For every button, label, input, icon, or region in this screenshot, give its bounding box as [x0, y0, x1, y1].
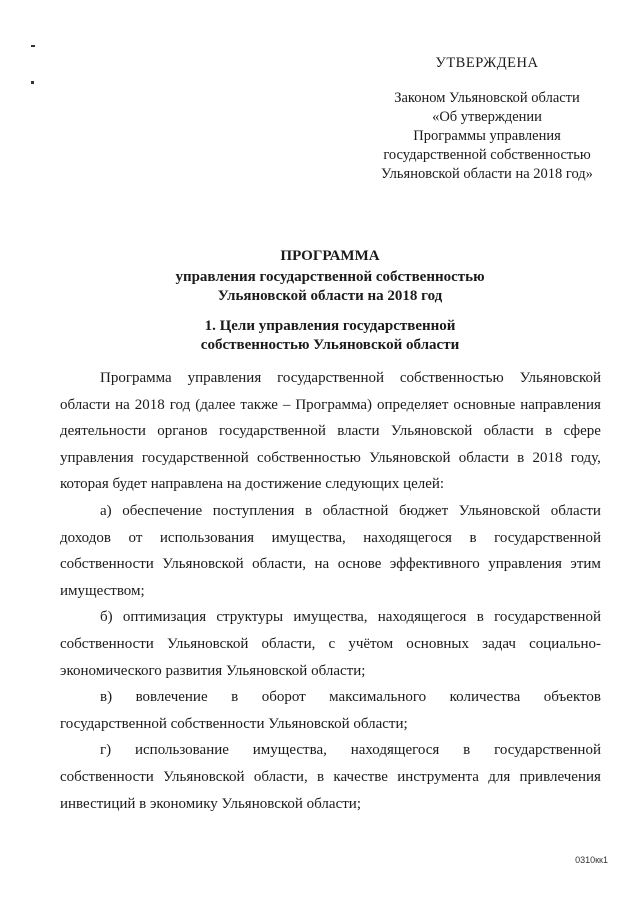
word: Ульяновской — [390, 423, 473, 440]
word: собственностью — [257, 449, 361, 466]
word: находящегося — [363, 529, 452, 546]
word: органов — [157, 423, 208, 440]
word: в — [469, 529, 477, 546]
intro-line — [60, 445, 601, 472]
word: Программа) — [295, 396, 373, 413]
word: Программа — [100, 370, 172, 386]
program-subtitle — [60, 268, 600, 306]
word: оптимизация — [122, 609, 207, 626]
word: находящегося — [377, 609, 467, 626]
section-title-line: собственностью Ульяновской области — [200, 337, 460, 353]
word: Ульяновской — [519, 370, 601, 386]
word: год — [169, 396, 191, 413]
word: а) — [100, 502, 112, 519]
word: поступления — [212, 502, 295, 519]
word: основных — [406, 635, 470, 652]
word: в — [476, 609, 484, 626]
word: управления — [488, 556, 562, 573]
word: области — [458, 449, 509, 466]
word: качестве — [333, 768, 388, 785]
word: Ульяновской — [166, 635, 249, 652]
word: управления — [187, 370, 262, 386]
word: государственной — [494, 742, 601, 759]
word: этим — [570, 556, 601, 573]
word: в — [517, 449, 525, 466]
scan-mark-top — [31, 45, 35, 47]
word: использования — [159, 529, 255, 546]
word: количества — [449, 689, 521, 706]
word: социально- — [529, 635, 601, 652]
goal-line — [60, 764, 601, 791]
word: 2018 — [134, 396, 165, 413]
goal-line — [60, 631, 601, 658]
goal-last-line: государственной собственности Ульяновской области; — [60, 715, 408, 732]
approval-line: Ульяновской области на 2018 год» — [381, 166, 593, 182]
word: сфере — [563, 423, 601, 440]
word: имущества, — [293, 609, 368, 626]
word: государственной — [277, 370, 385, 386]
word: б) — [100, 609, 113, 626]
goal-last-line: инвестиций в экономику Ульяновской области; — [60, 795, 361, 812]
word: – — [282, 396, 291, 413]
word: привлечения — [519, 768, 601, 785]
goal-last-line: имуществом; — [60, 582, 145, 599]
word: управления — [60, 449, 134, 466]
word: использование — [134, 742, 229, 759]
word: структуры — [216, 609, 284, 626]
word: собственности — [60, 635, 154, 652]
intro-last-line: которая будет направлена на достижение следующих целей: — [60, 476, 445, 493]
intro-line — [60, 392, 601, 419]
word: собственности — [60, 556, 154, 573]
goal-line — [60, 604, 601, 631]
word: области, — [261, 635, 316, 652]
word: с — [328, 635, 336, 652]
word: для — [488, 768, 511, 785]
goal-line — [60, 684, 601, 711]
word: имущества, — [271, 529, 346, 546]
word: деятельности — [60, 423, 146, 440]
word: бюджет — [399, 502, 449, 519]
goal-line — [60, 498, 601, 525]
intro-line — [60, 418, 601, 445]
goal-last-line: экономического развития Ульяновской области; — [60, 662, 366, 679]
word: учётом — [348, 635, 394, 652]
word: максимального — [329, 689, 427, 706]
page-code: 0310кк1 — [575, 855, 608, 865]
approval-line: государственной собственностью — [383, 147, 591, 163]
approval-stamp: УТВЕРЖДЕНА — [435, 55, 539, 71]
intro-paragraph — [60, 365, 601, 498]
approval-block — [372, 54, 602, 184]
word: в — [463, 742, 471, 759]
word: Ульяновской — [369, 449, 451, 466]
word: в — [317, 768, 325, 785]
approval-line: «Об утверждении — [432, 109, 542, 125]
word: области, — [252, 556, 307, 573]
goal-item — [60, 498, 601, 604]
scan-mark-bottom — [31, 81, 34, 84]
word: доходов — [60, 529, 111, 546]
word: Ульяновской — [162, 556, 244, 573]
word: в — [231, 689, 239, 706]
word: области — [550, 502, 601, 519]
word: эффективного — [389, 556, 480, 573]
word: на — [314, 556, 330, 573]
word: в — [304, 502, 313, 519]
goal-item — [60, 604, 601, 684]
word: области, — [253, 768, 308, 785]
goal-line — [60, 737, 601, 764]
approval-line: Программы управления — [413, 128, 561, 144]
word: (далее — [195, 396, 236, 413]
goal-item — [60, 737, 601, 817]
word: обеспечение — [122, 502, 203, 519]
word: имущества, — [252, 742, 327, 759]
word: на — [115, 396, 130, 413]
word: Ульяновской — [458, 502, 541, 519]
word: государственной — [494, 609, 601, 626]
approval-line: Законом Ульяновской области — [394, 90, 580, 106]
word: оборот — [261, 689, 306, 706]
word: задач — [482, 635, 516, 652]
word: в — [545, 423, 553, 440]
word: направления — [520, 396, 601, 413]
goals-list — [60, 498, 601, 817]
goal-line — [60, 551, 601, 578]
word: г) — [100, 742, 112, 759]
word: области — [60, 396, 111, 413]
word: также — [240, 396, 278, 413]
word: государственной — [218, 423, 326, 440]
word: основе — [337, 556, 382, 573]
word: государственной — [494, 529, 601, 546]
word: областной — [322, 502, 389, 519]
program-subtitle-line: Ульяновской области на 2018 год — [217, 288, 443, 304]
word: вовлечение — [135, 689, 208, 706]
intro-line — [60, 365, 601, 392]
goal-item — [60, 684, 601, 737]
word: Ульяновской — [163, 768, 245, 785]
word: государственной — [141, 449, 249, 466]
word: объектов — [543, 689, 601, 706]
word: определяет — [377, 396, 449, 413]
word: области — [483, 423, 534, 440]
program-subtitle-line: управления государственной собственностью — [175, 269, 485, 285]
section-title-line: 1. Цели управления государственной — [204, 318, 456, 334]
word: от — [128, 529, 143, 546]
word: собственности — [60, 768, 154, 785]
section-title — [60, 317, 600, 355]
word: году, — [570, 449, 601, 466]
word: инструмента — [397, 768, 479, 785]
word: власти — [337, 423, 380, 440]
program-title: ПРОГРАММА — [280, 248, 380, 264]
word: в) — [100, 689, 113, 706]
document-body — [60, 365, 601, 817]
word: собственностью — [399, 370, 504, 386]
word: находящегося — [350, 742, 440, 759]
word: 2018 — [532, 449, 563, 466]
word: основные — [453, 396, 516, 413]
goal-line — [60, 525, 601, 552]
